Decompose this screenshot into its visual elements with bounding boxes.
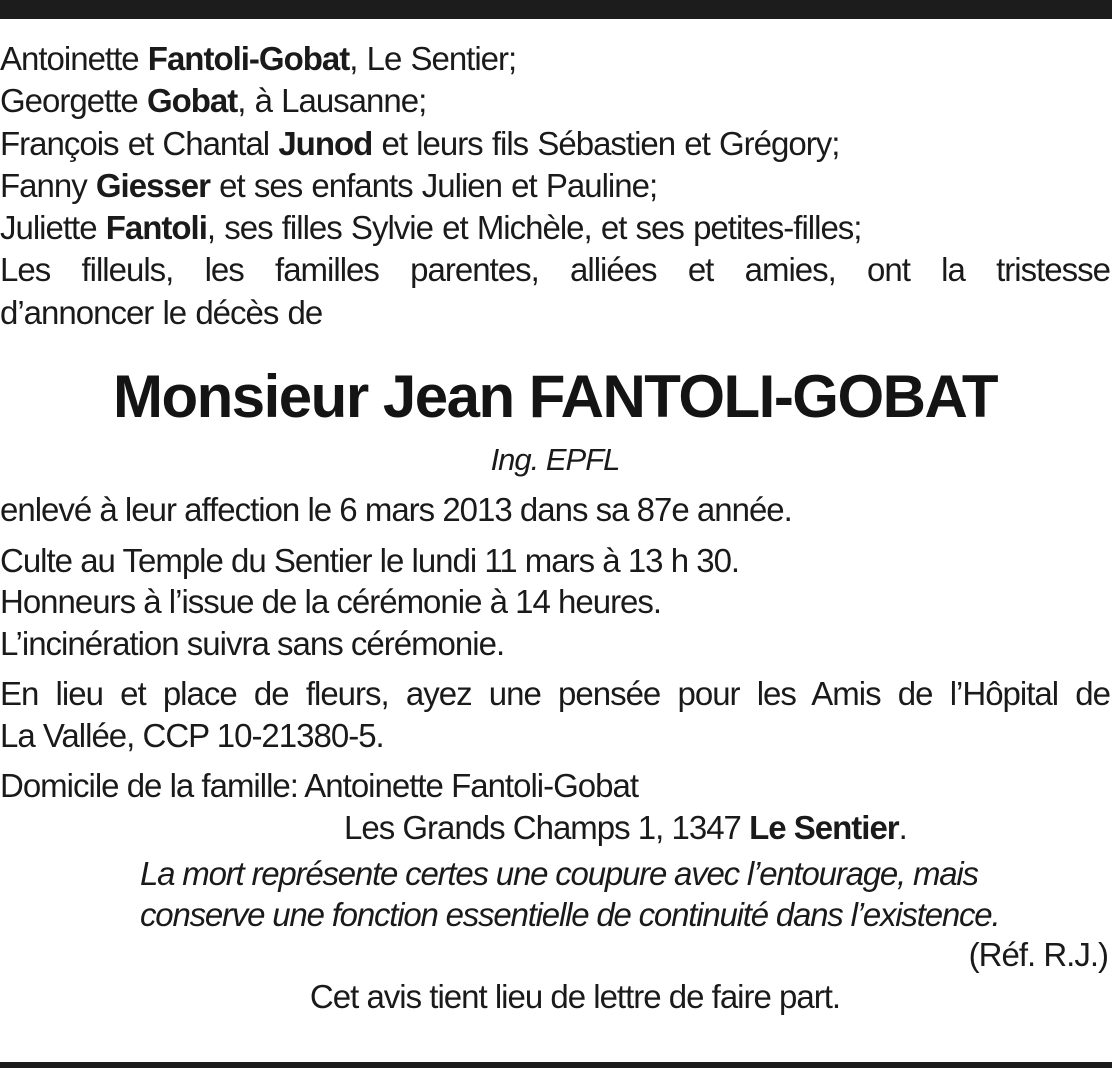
family-line: Juliette Fantoli, ses filles Sylvie et Michèle, et ses petites-filles; — [0, 209, 862, 247]
quote-line: conserve une fonction essentielle de continuité dans l’existence. — [140, 896, 1000, 934]
family-line: Fanny Giesser et ses enfants Julien et Pauline; — [0, 166, 658, 204]
quote — [0, 853, 1110, 935]
family-line: Antoinette Fantoli-Gobat, Le Sentier; — [0, 40, 517, 77]
announce-line: Les filleuls, les familles parentes, alliées et amies, ont la tristesse — [0, 251, 1110, 289]
deceased-name: Monsieur Jean FANTOLI-GOBAT — [112, 363, 998, 431]
family-line: François et Chantal Junod et leurs fils Sébastien et Grégory; — [0, 124, 840, 162]
family-surname: Giesser — [95, 166, 210, 204]
domicile-town: Le Sentier — [749, 808, 899, 846]
quote-line: La mort représente certes une coupure avec l’entourage, mais — [140, 855, 978, 893]
announce-line: d’annoncer le décès de — [0, 293, 323, 331]
family-surname: Fantoli — [105, 209, 207, 247]
family-surname: Junod — [278, 124, 373, 162]
donation-line: La Vallée, CCP 10-21380-5. — [0, 716, 384, 754]
top-rule — [0, 0, 1112, 19]
bottom-rule — [0, 1062, 1112, 1068]
ceremony-line: Culte au Temple du Sentier le lundi 11 mars à 13 h 30. — [0, 541, 740, 579]
ceremony-line: Honneurs à l’issue de la cérémonie à 14 heures. — [0, 583, 662, 621]
family-surname: Gobat — [146, 82, 238, 120]
deceased-title: Ing. EPFL — [490, 442, 620, 478]
domicile-address: Les Grands Champs 1, 1347 Le Sentier. — [344, 808, 907, 846]
family-surname: Fantoli-Gobat — [147, 40, 350, 77]
domicile-paragraph — [0, 765, 1110, 848]
obituary-notice — [0, 38, 1110, 1019]
domicile-label: Domicile de la famille: Antoinette Fantoli-Gobat — [0, 767, 639, 805]
family-list — [0, 38, 1110, 334]
ceremony-line: L’incinération suivra sans cérémonie. — [0, 624, 505, 662]
ceremony-paragraph — [0, 540, 1110, 665]
family-line: Georgette Gobat, à Lausanne; — [0, 82, 427, 120]
donation-line: En lieu et place de fleurs, ayez une pensée pour les Amis de l’Hôpital de — [0, 675, 1110, 713]
quote-reference: (Réf. R.J.) — [968, 936, 1108, 974]
death-paragraph — [0, 489, 1110, 531]
death-text: enlevé à leur affection le 6 mars 2013 dans sa 87e année. — [0, 491, 792, 529]
donation-paragraph — [0, 673, 1110, 756]
closing-note: Cet avis tient lieu de lettre de faire part. — [309, 978, 841, 1016]
